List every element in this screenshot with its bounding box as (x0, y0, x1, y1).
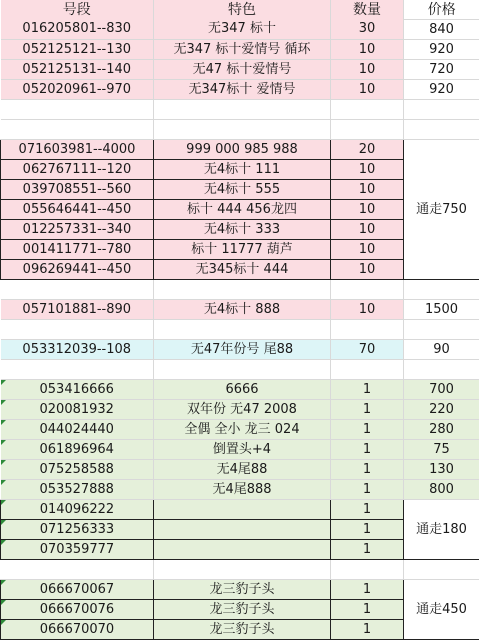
quantity-cell[interactable]: 30 (331, 20, 404, 40)
price-cell[interactable]: 75 (404, 440, 479, 460)
empty-cell[interactable] (404, 560, 479, 580)
empty-cell[interactable] (404, 120, 479, 140)
empty-cell[interactable] (154, 100, 331, 120)
empty-cell[interactable] (331, 560, 404, 580)
number-range-cell[interactable]: 052125131--140 (1, 60, 154, 80)
feature-cell[interactable]: 龙三豹子头 (154, 580, 331, 600)
empty-cell[interactable] (154, 320, 331, 340)
quantity-cell[interactable]: 1 (331, 420, 404, 440)
quantity-cell[interactable]: 10 (331, 40, 404, 60)
table-row (1, 40, 479, 60)
feature-cell[interactable]: 无4标十 555 (154, 180, 331, 200)
quantity-cell[interactable]: 10 (331, 220, 404, 240)
number-range-cell[interactable]: 039708551--560 (1, 180, 154, 200)
price-cell[interactable]: 840 (404, 20, 479, 40)
number-cell[interactable]: 066670070 (1, 620, 154, 640)
number-cell[interactable]: 071256333 (1, 520, 154, 540)
price-cell[interactable]: 1500 (404, 300, 479, 320)
blank-row (1, 320, 479, 340)
number-cell[interactable]: 061896964 (1, 440, 154, 460)
price-cell[interactable]: 800 (404, 480, 479, 500)
number-range-cell[interactable]: 055646441--450 (1, 200, 154, 220)
feature-cell[interactable]: 龙三豹子头 (154, 600, 331, 620)
empty-cell[interactable] (1, 100, 154, 120)
empty-cell[interactable] (1, 360, 154, 380)
bundle-price-cell[interactable]: 通走180 (404, 500, 479, 560)
header-feature[interactable]: 特色 (154, 0, 331, 20)
feature-cell[interactable]: 无47年份号 尾88 (154, 340, 331, 360)
table-row (1, 580, 479, 600)
quantity-cell[interactable]: 1 (331, 600, 404, 620)
quantity-cell[interactable]: 10 (331, 240, 404, 260)
quantity-cell[interactable]: 1 (331, 380, 404, 400)
table-row (1, 460, 479, 480)
price-cell[interactable]: 90 (404, 340, 479, 360)
feature-cell[interactable]: 无347 标十爱情号 循环 (154, 40, 331, 60)
header-number-range[interactable]: 号段 (1, 0, 154, 20)
table-row (1, 80, 479, 100)
empty-cell[interactable] (154, 120, 331, 140)
number-range-cell[interactable]: 053312039--108 (1, 340, 154, 360)
quantity-cell[interactable]: 1 (331, 580, 404, 600)
feature-cell[interactable]: 标十 444 456龙四 (154, 200, 331, 220)
feature-cell[interactable]: 6666 (154, 380, 331, 400)
empty-cell[interactable] (1, 320, 154, 340)
empty-cell[interactable] (404, 320, 479, 340)
empty-cell[interactable] (1, 280, 154, 300)
feature-cell[interactable]: 无4标十 888 (154, 300, 331, 320)
empty-cell[interactable] (1, 120, 154, 140)
bundle-price-cell[interactable]: 通走450 (404, 580, 479, 640)
quantity-cell[interactable]: 1 (331, 500, 404, 520)
table-row (1, 380, 479, 400)
blank-row (1, 360, 479, 380)
quantity-cell[interactable]: 10 (331, 200, 404, 220)
quantity-cell[interactable]: 10 (331, 180, 404, 200)
quantity-cell[interactable]: 10 (331, 80, 404, 100)
number-cell[interactable]: 075258588 (1, 460, 154, 480)
empty-cell[interactable] (331, 280, 404, 300)
quantity-cell[interactable]: 1 (331, 540, 404, 560)
number-cell[interactable]: 066670067 (1, 580, 154, 600)
quantity-cell[interactable]: 20 (331, 140, 404, 160)
quantity-cell[interactable]: 10 (331, 260, 404, 280)
feature-cell[interactable]: 无4标十 333 (154, 220, 331, 240)
blank-row (1, 280, 479, 300)
number-cell[interactable]: 020081932 (1, 400, 154, 420)
feature-cell[interactable] (154, 520, 331, 540)
price-cell[interactable]: 130 (404, 460, 479, 480)
price-cell[interactable]: 720 (404, 60, 479, 80)
table-row (1, 480, 479, 500)
blank-row (1, 560, 479, 580)
number-range-cell[interactable]: 057101881--890 (1, 300, 154, 320)
empty-cell[interactable] (154, 560, 331, 580)
quantity-cell[interactable]: 1 (331, 440, 404, 460)
bundle-price-cell[interactable]: 通走750 (404, 140, 479, 280)
number-cell[interactable]: 053416666 (1, 380, 154, 400)
quantity-cell[interactable]: 10 (331, 300, 404, 320)
blank-row (1, 100, 479, 120)
table-row (1, 500, 479, 520)
number-range-cell[interactable]: 001411771--780 (1, 240, 154, 260)
number-cell[interactable]: 044024440 (1, 420, 154, 440)
quantity-cell[interactable]: 70 (331, 340, 404, 360)
feature-cell[interactable]: 倒置头+4 (154, 440, 331, 460)
feature-cell[interactable]: 无347 标十 (154, 20, 331, 40)
feature-cell[interactable]: 无4尾88 (154, 460, 331, 480)
feature-cell[interactable]: 龙三豹子头 (154, 620, 331, 640)
table-row (1, 420, 479, 440)
empty-cell[interactable] (404, 360, 479, 380)
empty-cell[interactable] (154, 280, 331, 300)
price-cell[interactable]: 280 (404, 420, 479, 440)
empty-cell[interactable] (1, 560, 154, 580)
number-range-cell[interactable]: 071603981--4000 (1, 140, 154, 160)
feature-cell[interactable]: 无47 标十爱情号 (154, 60, 331, 80)
number-range-cell[interactable]: 096269441--450 (1, 260, 154, 280)
table-row (1, 400, 479, 420)
quantity-cell[interactable]: 1 (331, 460, 404, 480)
header-quantity[interactable]: 数量 (331, 0, 404, 20)
price-cell[interactable]: 920 (404, 80, 479, 100)
feature-cell[interactable]: 标十 11777 葫芦 (154, 240, 331, 260)
quantity-cell[interactable]: 1 (331, 480, 404, 500)
table-row (1, 440, 479, 460)
feature-cell[interactable]: 双年份 无47 2008 (154, 400, 331, 420)
number-cell[interactable]: 014096222 (1, 500, 154, 520)
number-cell[interactable]: 066670076 (1, 600, 154, 620)
feature-cell[interactable] (154, 500, 331, 520)
table-row (1, 20, 479, 40)
feature-cell[interactable]: 无347标十 爱情号 (154, 80, 331, 100)
table-row (1, 300, 479, 320)
empty-cell[interactable] (404, 100, 479, 120)
number-cell[interactable]: 070359777 (1, 540, 154, 560)
price-cell[interactable]: 220 (404, 400, 479, 420)
quantity-cell[interactable]: 10 (331, 60, 404, 80)
empty-cell[interactable] (154, 360, 331, 380)
quantity-cell[interactable]: 1 (331, 620, 404, 640)
quantity-cell[interactable]: 1 (331, 520, 404, 540)
price-cell[interactable]: 700 (404, 380, 479, 400)
number-range-cell[interactable]: 062767111--120 (1, 160, 154, 180)
empty-cell[interactable] (404, 280, 479, 300)
feature-cell[interactable]: 无4尾888 (154, 480, 331, 500)
number-range-cell[interactable]: 016205801--830 (1, 20, 154, 40)
table-row (1, 340, 479, 360)
header-price[interactable]: 价格 (404, 0, 479, 20)
empty-cell[interactable] (331, 320, 404, 340)
number-cell[interactable]: 053527888 (1, 480, 154, 500)
header-row (1, 0, 479, 20)
quantity-cell[interactable]: 10 (331, 160, 404, 180)
number-range-cell[interactable]: 052020961--970 (1, 80, 154, 100)
table-row (1, 140, 479, 160)
empty-cell[interactable] (331, 360, 404, 380)
blank-row (1, 120, 479, 140)
number-range-cell[interactable]: 052125121--130 (1, 40, 154, 60)
feature-cell[interactable]: 999 000 985 988 (154, 140, 331, 160)
feature-cell[interactable] (154, 540, 331, 560)
number-range-cell[interactable]: 012257331--340 (1, 220, 154, 240)
price-cell[interactable]: 920 (404, 40, 479, 60)
quantity-cell[interactable]: 1 (331, 400, 404, 420)
feature-cell[interactable]: 无4标十 111 (154, 160, 331, 180)
feature-cell[interactable]: 无345标十 444 (154, 260, 331, 280)
empty-cell[interactable] (331, 100, 404, 120)
empty-cell[interactable] (331, 120, 404, 140)
feature-cell[interactable]: 全偶 全小 龙三 024 (154, 420, 331, 440)
table-row (1, 60, 479, 80)
